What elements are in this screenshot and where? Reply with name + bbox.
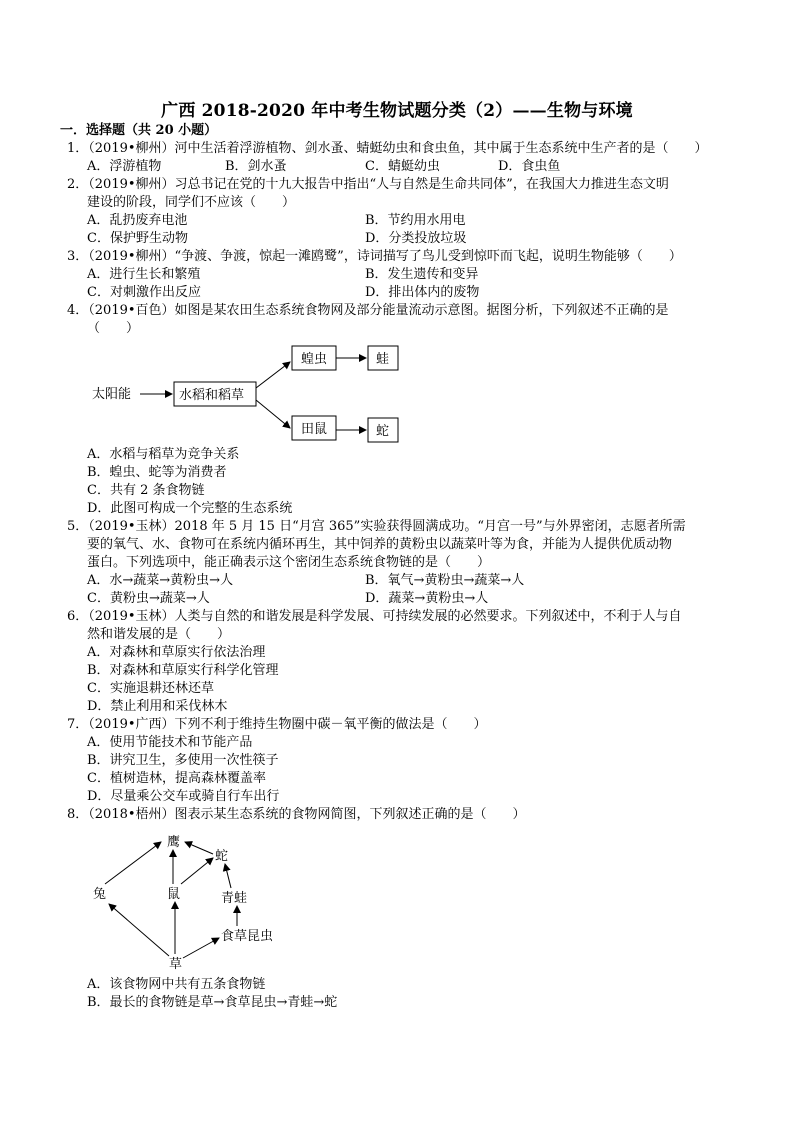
q2-stem-line2: 建设的阶段，同学们不应该（ ） [87, 195, 296, 210]
q2-option-c: C．保护野生动物 [87, 231, 188, 246]
section-heading: 一．选择题（共 20 小题） [60, 123, 218, 138]
q8-option-a: A．该食物网中共有五条食物链 [87, 977, 266, 992]
page-title: 广西 2018-2020 年中考生物试题分类（2）——生物与环境 [161, 101, 633, 121]
q7-option-d: D．尽量乘公交车或骑自行车出行 [87, 789, 280, 804]
q3-option-d: D．排出体内的废物 [365, 285, 480, 300]
q1-option-b: B．剑水蚤 [225, 159, 287, 174]
q6-option-b: B．对森林和草原实行科学化管理 [87, 663, 279, 678]
q8-snake-label: 蛇 [215, 849, 229, 864]
q1-option-a: A．浮游植物 [87, 159, 162, 174]
q4-arrow-to-locust [256, 362, 290, 388]
q4-stem-line2: （ ） [87, 321, 140, 336]
q4-producer-label: 水稻和稻草 [179, 388, 245, 403]
q7-option-b: B．讲究卫生，多使用一次性筷子 [87, 753, 279, 768]
q2-option-b: B．节约用水用电 [365, 213, 466, 228]
q4-food-web-diagram [80, 338, 420, 448]
q4-arrow-to-mouse [256, 400, 290, 428]
q6-option-c: C．实施退耕还林还草 [87, 681, 214, 696]
q3-option-b: B．发生遗传和变异 [365, 267, 479, 282]
q1-option-d: D．食虫鱼 [498, 159, 561, 174]
q1-option-c: C．蜻蜓幼虫 [365, 159, 440, 174]
q8-eagle-label: 鹰 [167, 835, 181, 850]
q4-option-a: A．水稻与稻草为竞争关系 [87, 447, 240, 462]
q8-mouse-label: 鼠 [167, 887, 181, 902]
q4-mouse-label: 田鼠 [301, 422, 328, 437]
q3-stem: 3．（2019•柳州）“争渡、争渡，惊起一滩鸥鹭”，诗词描写了鸟儿受到惊吓而飞起，说明生物能够（ ） [67, 249, 682, 264]
q2-option-d: D．分类投放垃圾 [365, 231, 467, 246]
q7-option-c: C．植树造林，提高森林覆盖率 [87, 771, 266, 786]
q4-stem-line1: 4．（2019•百色）如图是某农田生态系统食物网及部分能量流动示意图。据图分析，下列叙述不正确的是 [67, 303, 669, 318]
q2-option-a: A．乱扔废弃电池 [87, 213, 188, 228]
q5-stem-line1: 5．（2019•玉林）2018 年 5 月 15 日“月宫 365”实验获得圆满成功。“月宫一号”与外界密闭，志愿者所需 [67, 519, 686, 534]
q4-option-b: B．蝗虫、蛇等为消费者 [87, 465, 227, 480]
q4-sun-label: 太阳能 [92, 387, 132, 402]
q5-option-b: B．氧气→黄粉虫→蔬菜→人 [365, 573, 525, 588]
q5-option-d: D．蔬菜→黄粉虫→人 [365, 591, 489, 606]
q3-option-c: C．对刺激作出反应 [87, 285, 201, 300]
q3-option-a: A．进行生长和繁殖 [87, 267, 201, 282]
q8-arrow-rabbit-eagle [105, 842, 161, 884]
q6-stem-line1: 6．（2019•玉林）人类与自然的和谐发展是科学发展、可持续发展的必然要求。下列叙述中，不利于人与自 [67, 609, 682, 624]
q4-option-d: D．此图可构成一个完整的生态系统 [87, 501, 293, 516]
q8-arrow-snake-eagle [185, 842, 213, 854]
q8-arrow-frog-snake [225, 864, 231, 888]
q5-option-c: C．黄粉虫→蔬菜→人 [87, 591, 210, 606]
q8-option-b: B．最长的食物链是草→食草昆虫→青蛙→蛇 [87, 995, 338, 1010]
q4-snake-label: 蛇 [376, 424, 390, 439]
q7-option-a: A．使用节能技术和节能产品 [87, 735, 253, 750]
q8-frog-label: 青蛙 [221, 891, 248, 906]
q4-option-c: C．共有 2 条食物链 [87, 483, 205, 498]
q1-stem: 1．（2019•柳州）河中生活着浮游植物、剑水蚤、蜻蜓幼虫和食虫鱼，其中属于生态系统中生产者的是（ ） [67, 141, 708, 156]
q6-option-a: A．对森林和草原实行依法治理 [87, 645, 266, 660]
q2-stem-line1: 2．（2019•柳州）习总书记在党的十九大报告中指出“人与自然是生命共同体”，在我国大力推进生态文明 [67, 177, 669, 192]
q8-rabbit-label: 兔 [93, 887, 107, 902]
q6-stem-line2: 然和谐发展的是（ ） [87, 627, 231, 642]
q8-arrow-grass-insect [183, 938, 219, 958]
q8-arrow-grass-rabbit [109, 904, 169, 956]
q4-locust-label: 蝗虫 [301, 352, 328, 367]
q5-stem-line2: 要的氧气、水、食物可在系统内循环再生，其中饲养的黄粉虫以蔬菜叶等为食，并能为人提供优质动物 [87, 537, 673, 552]
q5-option-a: A．水→蔬菜→黄粉虫→人 [87, 573, 234, 588]
q8-food-web-diagram [85, 824, 305, 974]
q5-stem-line3: 蛋白。下列选项中，能正确表示这个密闭生态系统食物链的是（ ） [87, 555, 491, 570]
q8-insect-label: 食草昆虫 [221, 929, 274, 944]
q4-frog-label: 蛙 [376, 352, 390, 367]
q8-grass-label: 草 [169, 957, 183, 972]
q8-arrow-mouse-snake [181, 858, 213, 884]
q8-stem: 8．（2018•梧州）图表示某生态系统的食物网简图，下列叙述正确的是（ ） [67, 807, 526, 822]
q6-option-d: D．禁止利用和采伐林木 [87, 699, 228, 714]
q7-stem: 7．（2019•广西）下列不利于维持生物圈中碳－氧平衡的做法是（ ） [67, 717, 487, 732]
